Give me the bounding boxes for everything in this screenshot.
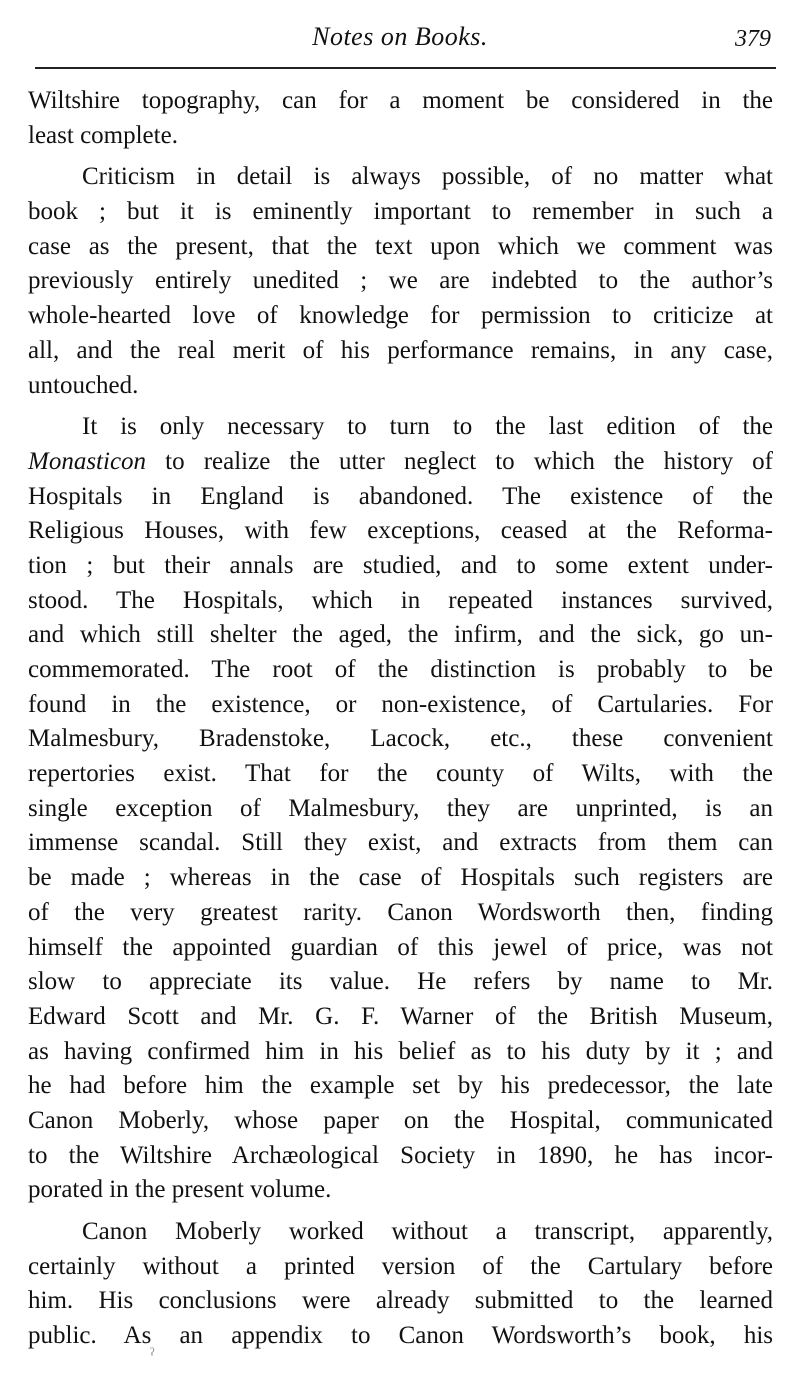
text-line	[28, 931, 773, 966]
line-content	[28, 1319, 773, 1354]
line-content	[28, 1104, 773, 1139]
header-rule	[35, 67, 776, 69]
line-text: book ; but it is eminently important to remember in such a	[28, 198, 773, 226]
text-line	[28, 299, 773, 334]
line-content	[28, 618, 773, 653]
text-line	[28, 722, 773, 757]
line-text: himself the appointed guardian of this jewel of price, was not	[28, 933, 773, 961]
line-content	[28, 1035, 773, 1070]
line-content	[28, 1139, 773, 1174]
line-text: and which still shelter the aged, the infirm, and the sick, go un-	[28, 621, 773, 649]
line-text: commemorated. The root of the distinction is probably to be	[28, 656, 773, 683]
line-text: untouched.	[28, 371, 139, 399]
line-content	[28, 896, 773, 931]
paragraph	[28, 1215, 773, 1354]
text-line	[28, 1215, 773, 1250]
line-content	[28, 826, 773, 861]
text-line	[28, 549, 773, 584]
line-text: he had before him the example set by his predecessor, the late	[28, 1072, 773, 1100]
line-text: him. His conclusions were already submitted to the learned	[28, 1287, 773, 1315]
line-content	[28, 688, 773, 723]
text-line	[28, 1173, 773, 1208]
text-line	[28, 1000, 773, 1035]
line-text: porated in the present volume.	[28, 1176, 332, 1204]
line-text: Canon Moberly, whose paper on the Hospital, communicated	[28, 1106, 773, 1134]
line-content	[28, 1284, 773, 1319]
page-number: 379	[735, 26, 771, 52]
text-line	[28, 965, 773, 1000]
text-line	[28, 1319, 773, 1354]
line-text: Wiltshire topography, can for a moment be considered in the	[28, 87, 773, 114]
line-content	[28, 792, 773, 827]
line-text: Canon Moberly worked without a transcript, apparently,	[82, 1218, 773, 1245]
text-line	[28, 1284, 773, 1319]
text-line	[28, 410, 773, 445]
text-line	[28, 1250, 773, 1285]
line-text: slow to appreciate its value. He refers by name to Mr.	[28, 968, 773, 996]
text-line	[28, 1069, 773, 1104]
line-text: Hospitals in England is abandoned. The existence of the	[28, 482, 773, 510]
line-text: certainly without a printed version of the Cartulary before	[28, 1252, 773, 1280]
line-text: single exception of Malmesbury, they are unprinted, is an	[28, 794, 773, 822]
text-line	[28, 688, 773, 723]
text-line	[28, 264, 773, 299]
line-text: tion ; but their annals are studied, and to some extent under-	[28, 551, 773, 579]
line-content	[28, 230, 773, 265]
line-text: immense scandal. Still they exist, and extracts from them can	[28, 829, 773, 857]
line-text: case as the present, that the text upon which we comment was	[28, 232, 773, 260]
text-line	[28, 160, 773, 195]
line-content	[28, 84, 773, 119]
text-line	[28, 119, 773, 154]
line-text: previously entirely unedited ; we are indebted to the author’s	[28, 267, 773, 295]
line-content	[28, 931, 773, 966]
line-content	[28, 514, 773, 549]
line-text: as having confirmed him in his belief as to his duty by it ; and	[28, 1037, 773, 1065]
line-content	[28, 195, 773, 230]
text-line	[28, 369, 773, 404]
text-line	[28, 792, 773, 827]
line-text: least complete.	[28, 121, 178, 149]
line-text: to realize the utter neglect to which the history of	[146, 447, 773, 475]
page-body	[28, 84, 773, 1354]
line-text: Edward Scott and Mr. G. F. Warner of the British Museum,	[28, 1002, 773, 1030]
text-line	[28, 195, 773, 230]
text-line	[28, 861, 773, 896]
text-line	[28, 1035, 773, 1070]
line-text: whole-hearted love of knowledge for permission to criticize at	[28, 302, 773, 330]
line-text: Criticism in detail is always possible, of no matter what	[82, 163, 773, 191]
line-text: public. As an appendix to Canon Wordsworth’s book, his	[28, 1322, 773, 1350]
line-content	[28, 1173, 331, 1208]
line-content	[28, 445, 773, 480]
line-content	[82, 410, 773, 445]
line-content	[28, 264, 773, 299]
line-content	[28, 653, 773, 688]
line-text: repertories exist. That for the county of Wilts, with the	[28, 760, 773, 788]
text-line	[28, 826, 773, 861]
paragraph	[28, 84, 773, 153]
line-content	[28, 334, 773, 369]
line-text: found in the existence, or non-existence, of Cartularies. For	[28, 690, 773, 718]
line-content	[28, 1069, 773, 1104]
line-content	[28, 119, 178, 154]
line-content	[28, 861, 773, 896]
text-line	[28, 757, 773, 792]
text-line	[28, 514, 773, 549]
text-line	[28, 618, 773, 653]
line-content	[28, 369, 138, 404]
line-text: of the very greatest rarity. Canon Wordsworth then, finding	[28, 898, 773, 926]
line-content	[82, 160, 773, 195]
line-text: to the Wiltshire Archæological Society in 1890, he has incor-	[28, 1141, 773, 1169]
line-text: all, and the real merit of his performance remains, in any case,	[28, 336, 773, 364]
line-content	[28, 584, 773, 619]
italic-title: Monasticon	[28, 447, 147, 475]
text-line	[28, 445, 773, 480]
running-header-title: Notes on Books.	[312, 22, 488, 51]
line-content	[82, 1215, 773, 1250]
text-line	[28, 1104, 773, 1139]
paragraph	[28, 160, 773, 403]
text-line	[28, 84, 773, 119]
line-content	[28, 757, 773, 792]
text-line	[28, 1139, 773, 1174]
line-text: be made ; whereas in the case of Hospitals such registers are	[28, 864, 773, 892]
line-content	[28, 549, 773, 584]
line-text: stood. The Hospitals, which in repeated instances survived,	[28, 586, 773, 614]
line-content	[28, 299, 773, 334]
text-line	[28, 653, 773, 688]
line-content	[28, 480, 773, 515]
text-line	[28, 480, 773, 515]
text-line	[28, 896, 773, 931]
line-text: Religious Houses, with few exceptions, ceased at the Reforma-	[28, 517, 773, 545]
text-line	[28, 334, 773, 369]
line-content	[28, 722, 773, 757]
paragraph	[28, 410, 773, 1208]
line-content	[28, 965, 773, 1000]
line-content	[28, 1000, 773, 1035]
scan-speck: ˀ	[150, 1344, 155, 1364]
text-line	[28, 230, 773, 265]
text-line	[28, 584, 773, 619]
line-text: Malmesbury, Bradenstoke, Lacock, etc., these convenient	[28, 725, 773, 753]
line-text: It is only necessary to turn to the last edition of the	[82, 413, 773, 441]
line-content	[28, 1250, 773, 1285]
